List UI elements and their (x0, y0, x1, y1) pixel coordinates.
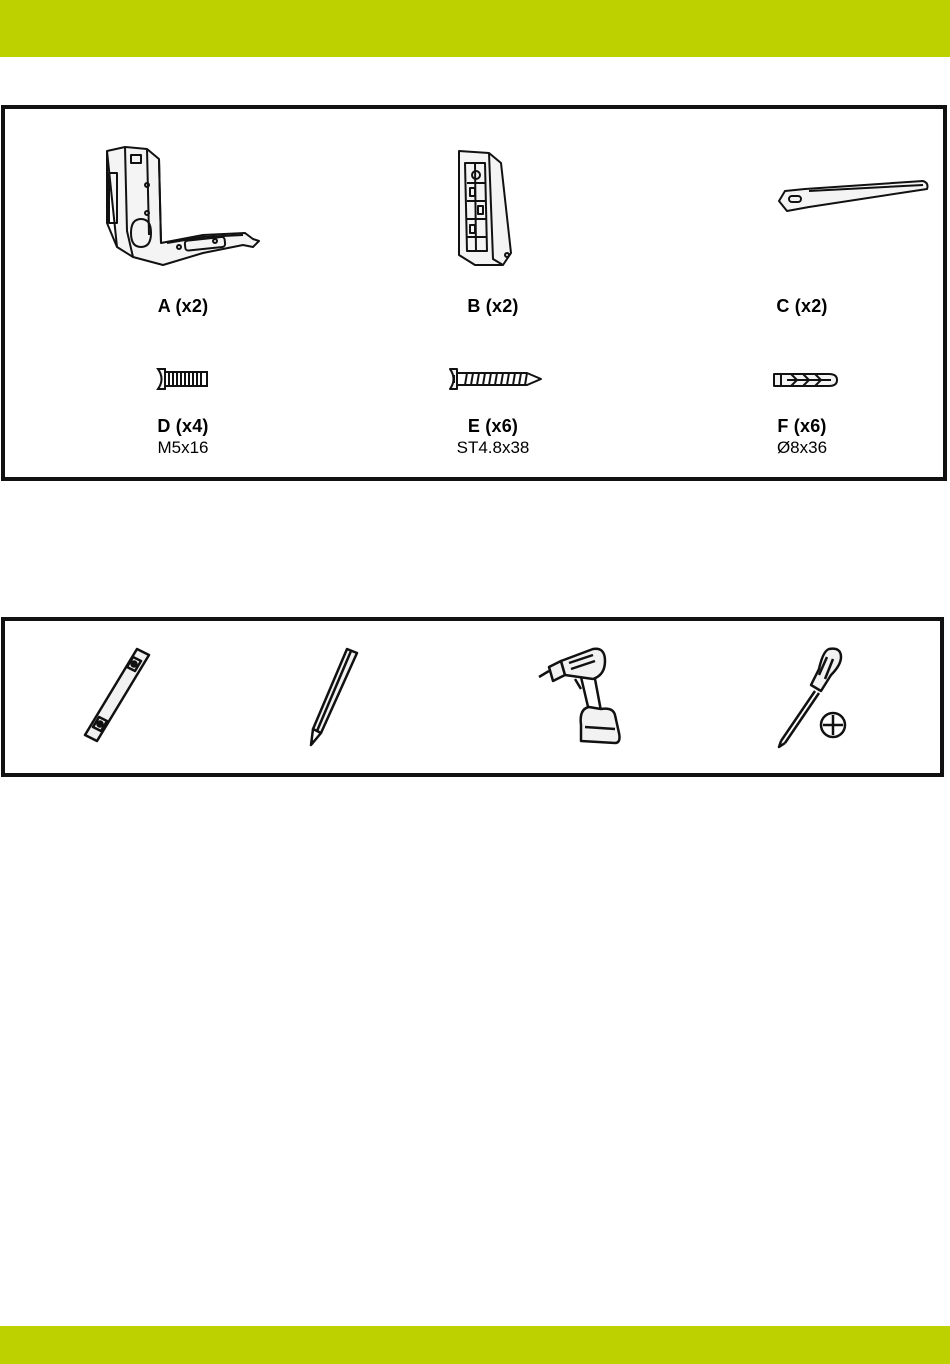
part-b-label: B (x2) (467, 296, 519, 316)
part-a-label: A (x2) (157, 296, 209, 316)
cable-tie-icon (775, 177, 931, 217)
wood-screw-icon (447, 367, 543, 391)
part-c-label: C (x2) (776, 296, 828, 316)
power-drill-icon (535, 645, 625, 749)
parts-list-box (1, 105, 947, 481)
tool-level (77, 645, 157, 745)
part-a (53, 143, 313, 273)
part-c (723, 177, 950, 217)
tools-box (1, 617, 944, 777)
machine-screw-icon (155, 367, 211, 391)
part-b (355, 143, 615, 273)
tool-pencil (305, 645, 365, 749)
part-e-label: E (x6) (467, 416, 519, 436)
tool-drill (535, 645, 625, 749)
hook-bracket-icon (445, 143, 525, 273)
phillips-screwdriver-icon (771, 643, 855, 773)
footer-band (0, 1326, 950, 1364)
spirit-level-icon (77, 645, 157, 745)
part-e-spec: ST4.8x38 (456, 438, 530, 457)
mounting-bracket-icon (103, 143, 263, 273)
pencil-icon (305, 645, 365, 749)
tool-screwdriver (771, 643, 855, 773)
part-d-spec: M5x16 (157, 438, 209, 457)
header-band (0, 0, 950, 57)
wall-plug-icon (771, 369, 841, 391)
part-d-label: D (x4) (157, 416, 209, 436)
part-f-label: F (x6) (777, 416, 827, 436)
part-f-spec: Ø8x36 (776, 438, 828, 457)
